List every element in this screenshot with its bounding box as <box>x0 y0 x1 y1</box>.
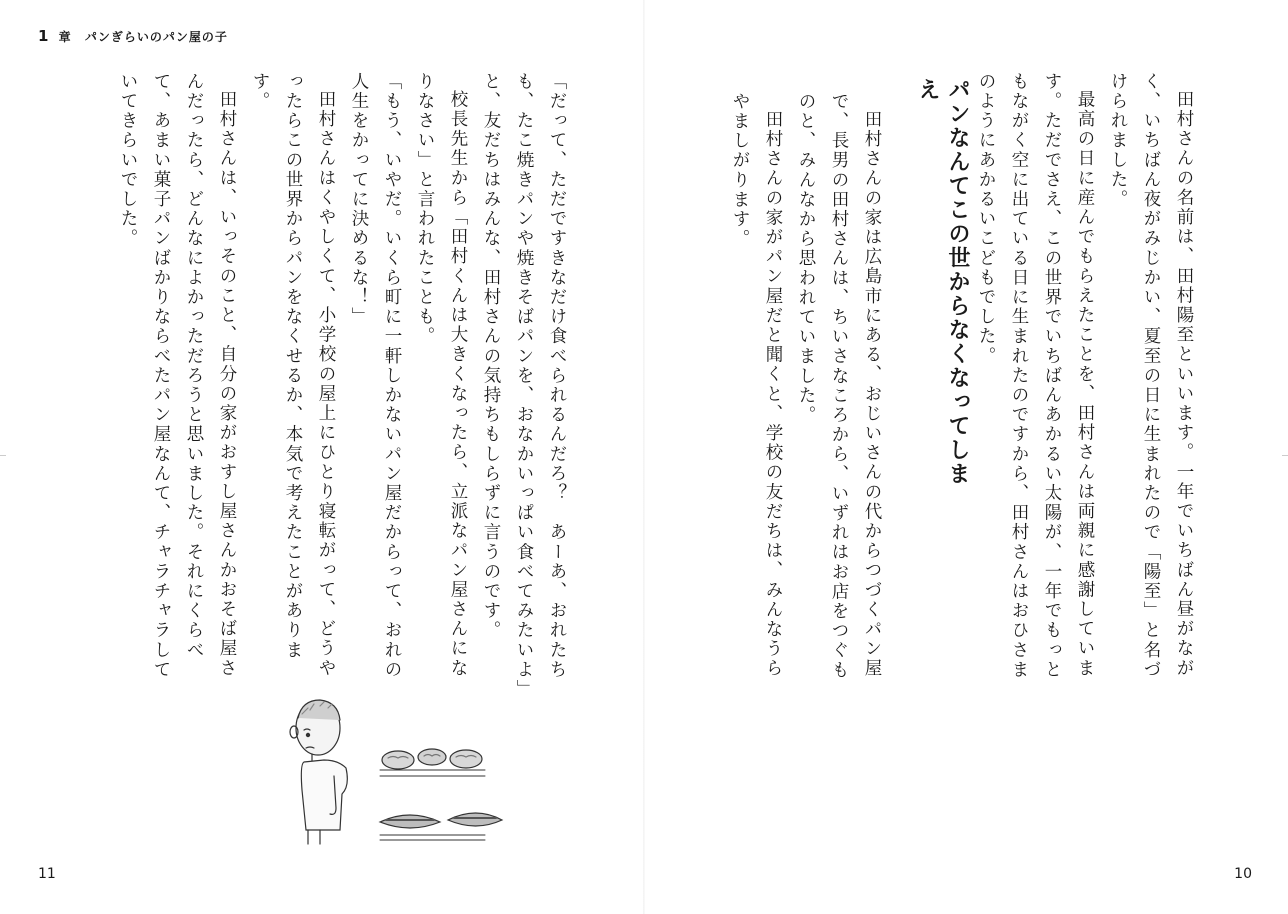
section-heading: パンなんてこの世からなくなってしまえ <box>915 78 970 486</box>
chapter-title: パンぎらいのパン屋の子 <box>84 30 228 44</box>
crop-mark <box>1282 455 1288 456</box>
chapter-number: 1 <box>38 27 50 45</box>
paragraph: 校長先生から「田村くんは大きくなったら、立派なパン屋さんになりなさい」と言われたことも。 <box>415 72 468 678</box>
paragraph: 「だって、ただですきなだけ食べられるんだろ？ あーあ、おれたちも、たこ焼きパンや焼きそばパンを、おなかいっぱい食べてみたいよ」と、友だちはみんな、田村さんの気持ちもしらずに言うのです。 <box>481 72 567 691</box>
paragraph: 最高の日に産んでもらえたことを、田村さんは両親に感謝しています。ただでさえ、この世界でいちばんあかるい太陽が、一年でもっともながく空に出ている日に生まれたのですから、田村さんはおひさまのようにあかるいこどもでした。 <box>976 72 1095 680</box>
page-gutter <box>643 0 645 914</box>
left-page-body <box>88 72 573 697</box>
paragraph: 田村さんは、いっそのこと、自分の家がおすし屋さんかおそば屋さんだったら、どんなによかっただろうと思いました。それにくらべて、あまい菓子パンばかりならべたパン屋なんて、チャラチャラしていてきらいでした。 <box>118 72 237 680</box>
chapter-label: 章 <box>58 30 72 44</box>
page-number-left: 11 <box>38 866 56 882</box>
crop-mark <box>0 455 6 456</box>
right-page-body-2 <box>718 92 888 697</box>
paragraph: 田村さんはくやしくて、小学校の屋上にひとり寝転がって、どうやったらこの世界からパンをなくせるか、本気で考えたことがあります。 <box>250 72 336 678</box>
paragraph: 田村さんの名前は、田村陽至といいます。一年でいちばん昼がながく、いちばん夜がみじかい、夏至の日に生まれたので「陽至」と名づけられました。 <box>1108 72 1194 680</box>
boy-bread-shelf-illustration <box>280 690 520 850</box>
page-number-right: 10 <box>1234 866 1252 882</box>
paragraph: 田村さんの家がパン屋だと聞くと、学校の友だちは、みんなうらやましがります。 <box>730 92 783 678</box>
paragraph: 田村さんの家は広島市にある、おじいさんの代からつづくパン屋で、長男の田村さんは、ちいさなころから、いずれはお店をつぐものと、みんなから思われていました。 <box>796 92 882 680</box>
right-page-body-1 <box>969 72 1200 697</box>
running-header <box>38 27 228 45</box>
paragraph: 「もう、いやだ。いくら町に一軒しかないパン屋だからって、おれの人生をかってに決めるな！」 <box>349 72 402 680</box>
